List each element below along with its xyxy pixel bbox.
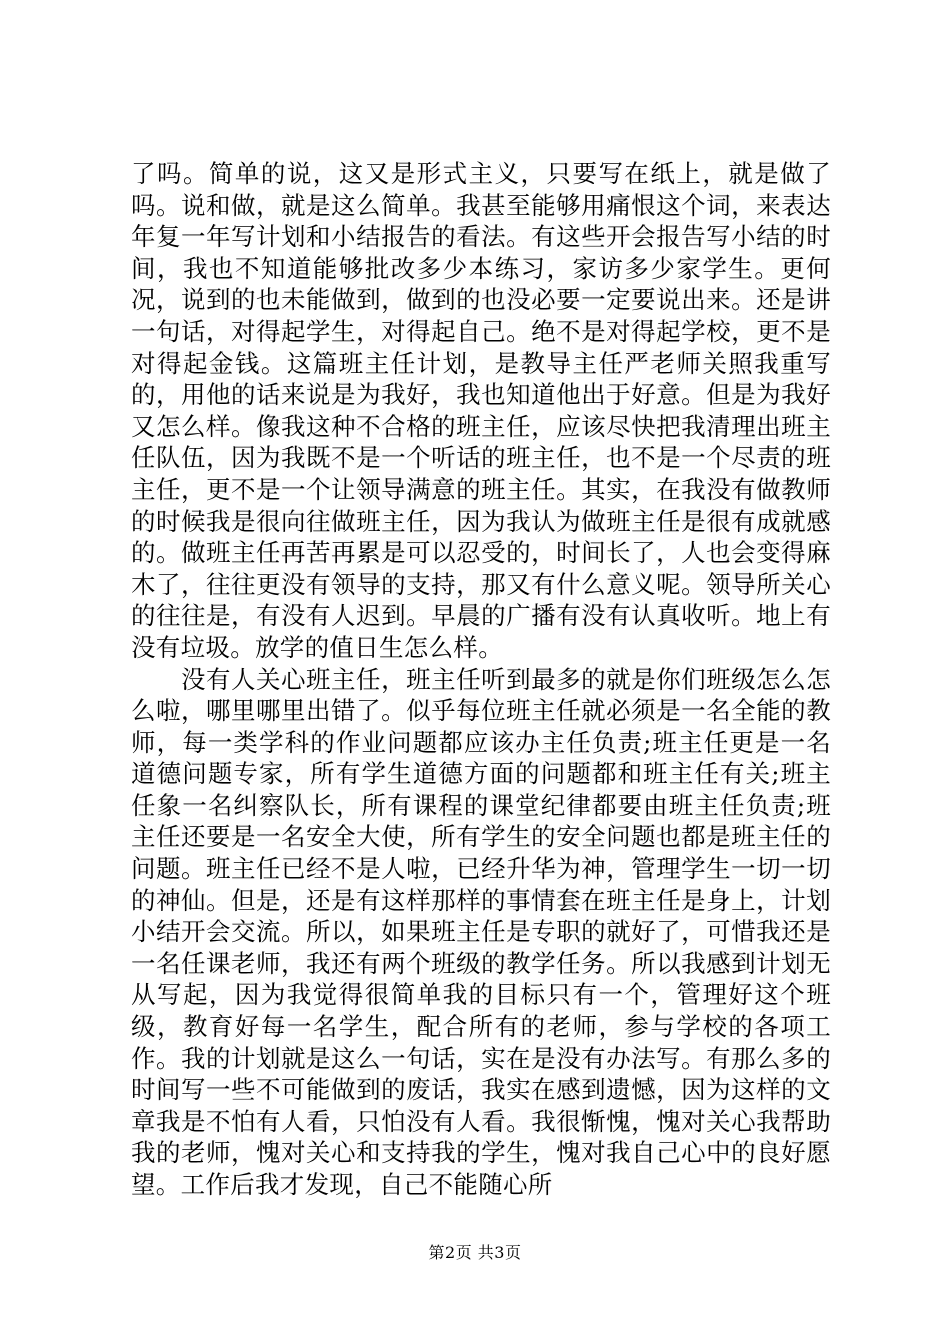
paragraph-2: 没有人关心班主任，班主任听到最多的就是你们班级怎么怎么啦，哪里哪里出错了。似乎每位班主任就必须是一名全能的教师，每一类学科的作业问题都应该办主任负责;班主任更是一名道德问题专家，所有学生道德方面的问题都和班主任有关;班主任象一名纠察队长，所有课程的课堂纪律都要由班主任负责;班主任还要是一名安全大使，所有学生的安全问题也都是班主任的问题。班主任已经不是人啦，已经升华为神，管理学生一切一切的神仙。但是，还是有这样那样的事情套在班主任是身上，计划小结开会交流。所以，如果班主任是专职的就好了，可惜我还是一名任课老师，我还有两个班级的教学任务。所以我感到计划无从写起，因为我觉得很简单我的目标只有一个，管理好这个班级，教育好每一名学生，配合所有的老师，参与学校的各项工作。我的计划就是这么一句话，实在是没有办法写。有那么多的时间写一些不可能做到的废话，我实在感到遗憾，因为这样的文章我是不怕有人看，只怕没有人看。我很惭愧，愧对关心我帮助我的老师，愧对关心和支持我的学生，愧对我自己心中的良好愿望。工作后我才发现，自己不能随心所 — [131, 664, 831, 1199]
body-text — [131, 158, 831, 1201]
paragraph-1: 了吗。简单的说，这又是形式主义，只要写在纸上，就是做了吗。说和做，就是这么简单。我甚至能够用痛恨这个词，来表达年复一年写计划和小结报告的看法。有这些开会报告写小结的时间，我也不知道能够批改多少本练习，家访多少家学生。更何况，说到的也未能做到，做到的也没必要一定要说出来。还是讲一句话，对得起学生，对得起自己。绝不是对得起学校，更不是对得起金钱。这篇班主任计划，是教导主任严老师关照我重写的，用他的话来说是为我好，我也知道他出于好意。但是为我好又怎么样。像我这种不合格的班主任，应该尽快把我清理出班主任队伍，因为我既不是一个听话的班主任，也不是一个尽责的班主任，更不是一个让领导满意的班主任。其实，在我没有做教师的时候我是很向往做班主任，因为我认为做班主任是很有成就感的。做班主任再苦再累是可以忍受的，时间长了，人也会变得麻木了，往往更没有领导的支持，那又有什么意义呢。领导所关心的往往是，有没有人迟到。早晨的广播有没有认真收听。地上有没有垃圾。放学的值日生怎么样。 — [131, 159, 831, 662]
page-footer: 第2页 共3页 — [428, 1243, 522, 1262]
